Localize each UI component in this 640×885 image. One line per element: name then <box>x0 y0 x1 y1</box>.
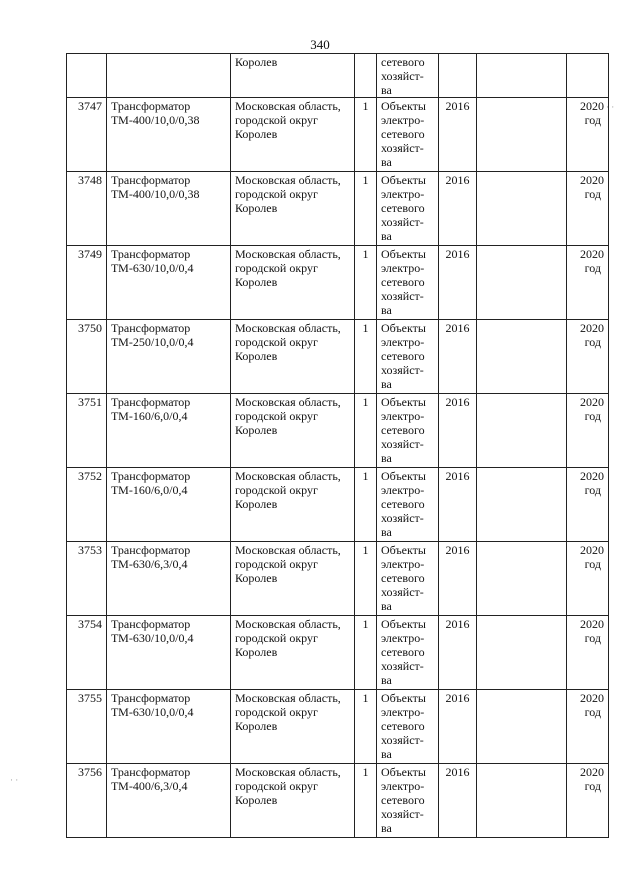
table-row <box>67 320 609 394</box>
period-year: 2020 <box>580 99 604 113</box>
period-unit: год <box>584 261 601 275</box>
period-cell <box>567 98 609 172</box>
table-row <box>67 542 609 616</box>
blank-cell <box>477 616 567 690</box>
location-cell: Московская область, городской округ Королев <box>231 764 355 838</box>
period-cell <box>567 246 609 320</box>
quantity-cell: 1 <box>355 246 377 320</box>
table-row <box>67 468 609 542</box>
blank-cell <box>477 542 567 616</box>
quantity-cell: 1 <box>355 542 377 616</box>
name-cell: Трансформатор ТМ-160/6,0/0,4 <box>107 468 231 542</box>
type-cell: Объекты электро- сетевого хозяйст- ва <box>377 98 439 172</box>
type-cell: Объекты электро- сетевого хозяйст- ва <box>377 690 439 764</box>
year-cell: 2016 <box>439 172 477 246</box>
type-cell: Объекты электро- сетевого хозяйст- ва <box>377 394 439 468</box>
table-row <box>67 172 609 246</box>
quantity-cell: 1 <box>355 172 377 246</box>
type-cell: Объекты электро- сетевого хозяйст- ва <box>377 542 439 616</box>
period-year: 2020 <box>580 247 604 261</box>
page-number: 340 <box>310 37 330 52</box>
period-year: 2020 <box>580 321 604 335</box>
period-cell <box>567 172 609 246</box>
location-cell: Московская область, городской округ Королев <box>231 172 355 246</box>
location-cell: Московская область, городской округ Королев <box>231 394 355 468</box>
name-cell: Трансформатор ТМ-160/6,0/0,4 <box>107 394 231 468</box>
name-cell <box>107 54 231 98</box>
period-cell <box>567 616 609 690</box>
location-cell: Московская область, городской округ Королев <box>231 690 355 764</box>
type-cell: Объекты электро- сетевого хозяйст- ва <box>377 468 439 542</box>
type-cell: Объекты электро- сетевого хозяйст- ва <box>377 764 439 838</box>
period-cell <box>567 320 609 394</box>
location-cell: Московская область, городской округ Королев <box>231 320 355 394</box>
table-row <box>67 246 609 320</box>
quantity-cell: 1 <box>355 764 377 838</box>
blank-cell <box>477 320 567 394</box>
period-year: 2020 <box>580 173 604 187</box>
period-year: 2020 <box>580 395 604 409</box>
table-row <box>67 616 609 690</box>
blank-cell <box>477 246 567 320</box>
period-cell <box>567 394 609 468</box>
quantity-cell: 1 <box>355 468 377 542</box>
period-cell <box>567 764 609 838</box>
period-year: 2020 <box>580 543 604 557</box>
location-cell: Московская область, городской округ Королев <box>231 246 355 320</box>
table-row <box>67 690 609 764</box>
scan-speck: · · <box>606 102 615 112</box>
asset-register-table <box>66 53 609 838</box>
period-unit: год <box>584 113 601 127</box>
period-unit: год <box>584 779 601 793</box>
period-unit: год <box>584 631 601 645</box>
scan-speck: · · <box>10 775 19 785</box>
name-cell: Трансформатор ТМ-630/10,0/0,4 <box>107 690 231 764</box>
quantity-cell: 1 <box>355 394 377 468</box>
period-unit: год <box>584 557 601 571</box>
period-unit: год <box>584 483 601 497</box>
period-cell <box>567 54 609 98</box>
name-cell: Трансформатор ТМ-400/6,3/0,4 <box>107 764 231 838</box>
blank-cell <box>477 690 567 764</box>
table-row <box>67 98 609 172</box>
name-cell: Трансформатор ТМ-400/10,0/0,38 <box>107 98 231 172</box>
number-cell: 3753 <box>67 542 107 616</box>
period-cell <box>567 468 609 542</box>
blank-cell <box>477 468 567 542</box>
number-cell: 3749 <box>67 246 107 320</box>
year-cell: 2016 <box>439 764 477 838</box>
number-cell: 3750 <box>67 320 107 394</box>
period-unit: год <box>584 335 601 349</box>
type-cell: Объекты электро- сетевого хозяйст- ва <box>377 320 439 394</box>
name-cell: Трансформатор ТМ-630/6,3/0,4 <box>107 542 231 616</box>
name-cell: Трансформатор ТМ-630/10,0/0,4 <box>107 616 231 690</box>
location-cell: Московская область, городской округ Королев <box>231 468 355 542</box>
period-unit: год <box>584 409 601 423</box>
location-cell: Московская область, городской округ Королев <box>231 98 355 172</box>
number-cell: 3751 <box>67 394 107 468</box>
number-cell <box>67 54 107 98</box>
year-cell: 2016 <box>439 394 477 468</box>
continuation-row <box>67 54 609 98</box>
quantity-cell <box>355 54 377 98</box>
table-row <box>67 394 609 468</box>
year-cell <box>439 54 477 98</box>
period-year: 2020 <box>580 691 604 705</box>
blank-cell <box>477 764 567 838</box>
location-cell: Московская область, городской округ Королев <box>231 542 355 616</box>
name-cell: Трансформатор ТМ-250/10,0/0,4 <box>107 320 231 394</box>
type-cell: сетевого хозяйст- ва <box>377 54 439 98</box>
year-cell: 2016 <box>439 468 477 542</box>
number-cell: 3754 <box>67 616 107 690</box>
quantity-cell: 1 <box>355 320 377 394</box>
year-cell: 2016 <box>439 246 477 320</box>
quantity-cell: 1 <box>355 98 377 172</box>
name-cell: Трансформатор ТМ-630/10,0/0,4 <box>107 246 231 320</box>
number-cell: 3755 <box>67 690 107 764</box>
number-cell: 3747 <box>67 98 107 172</box>
period-cell <box>567 542 609 616</box>
name-cell: Трансформатор ТМ-400/10,0/0,38 <box>107 172 231 246</box>
location-cell: Королев <box>231 54 355 98</box>
period-unit: год <box>584 187 601 201</box>
location-cell: Московская область, городской округ Королев <box>231 616 355 690</box>
year-cell: 2016 <box>439 690 477 764</box>
number-cell: 3756 <box>67 764 107 838</box>
period-cell <box>567 690 609 764</box>
period-year: 2020 <box>580 765 604 779</box>
type-cell: Объекты электро- сетевого хозяйст- ва <box>377 172 439 246</box>
blank-cell <box>477 54 567 98</box>
year-cell: 2016 <box>439 98 477 172</box>
number-cell: 3752 <box>67 468 107 542</box>
year-cell: 2016 <box>439 616 477 690</box>
type-cell: Объекты электро- сетевого хозяйст- ва <box>377 246 439 320</box>
period-year: 2020 <box>580 469 604 483</box>
number-cell: 3748 <box>67 172 107 246</box>
quantity-cell: 1 <box>355 616 377 690</box>
table-row <box>67 764 609 838</box>
year-cell: 2016 <box>439 320 477 394</box>
quantity-cell: 1 <box>355 690 377 764</box>
period-unit: год <box>584 705 601 719</box>
type-cell: Объекты электро- сетевого хозяйст- ва <box>377 616 439 690</box>
year-cell: 2016 <box>439 542 477 616</box>
blank-cell <box>477 394 567 468</box>
period-year: 2020 <box>580 617 604 631</box>
blank-cell <box>477 172 567 246</box>
blank-cell <box>477 98 567 172</box>
